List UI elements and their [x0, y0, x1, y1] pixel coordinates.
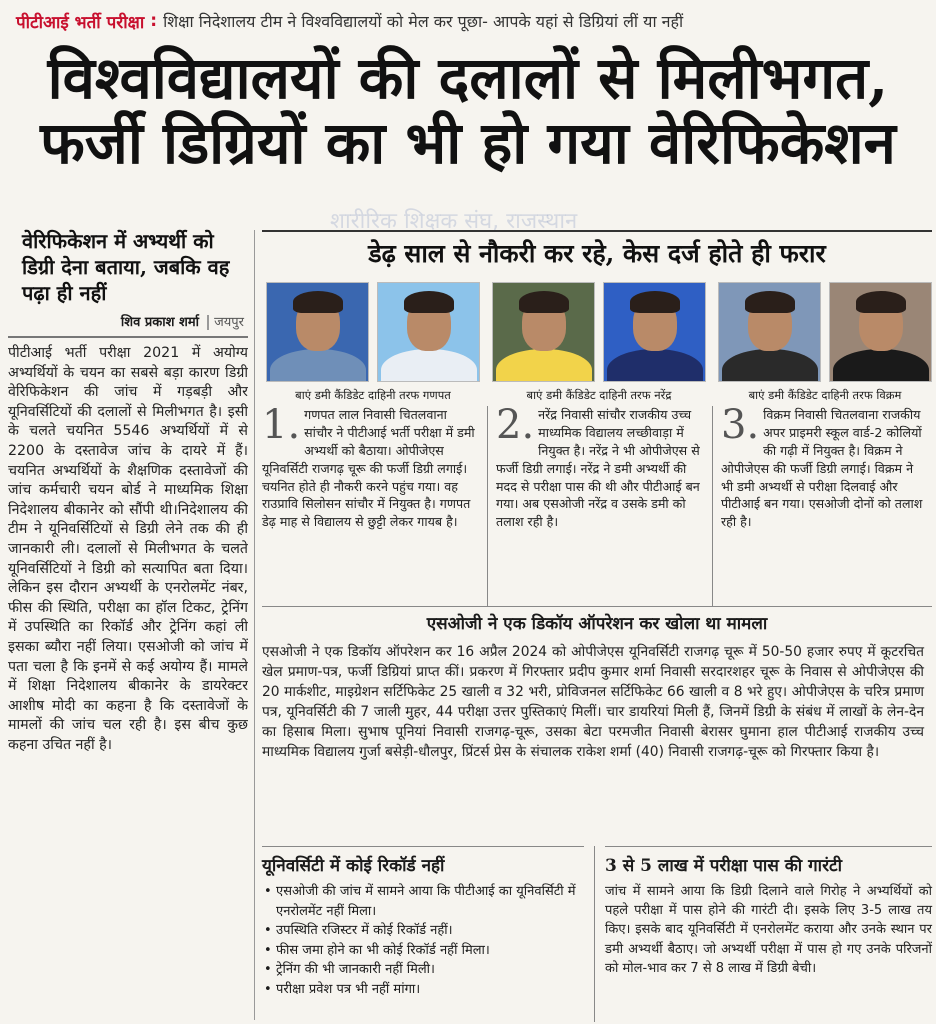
- guarantee-box: [594, 846, 932, 1022]
- list-item: • एसओजी की जांच में सामने आया कि पीटीआई का यूनिवर्सिटी में एनरोलमेंट नहीं मिला।: [262, 882, 584, 921]
- byline: [8, 312, 248, 330]
- list-item: • परीक्षा प्रवेश पत्र भी नहीं मांगा।: [262, 980, 584, 1000]
- portrait-photo: [603, 282, 706, 382]
- portrait-photo: [718, 282, 821, 382]
- byline-author: शिव प्रकाश शर्मा: [120, 315, 199, 330]
- portrait-photo: [492, 282, 595, 382]
- photo-faces: [718, 282, 932, 382]
- photo-caption: बाएं डमी कैंडिडेट दाहिनी तरफ नरेंद्र: [526, 388, 672, 402]
- column-divider: [254, 230, 255, 1020]
- list-item: • उपस्थिति रजिस्टर में कोई रिकॉर्ड नहीं।: [262, 921, 584, 941]
- headline-line-1: विश्वविद्यालयों की दलालों से मिलीभगत,: [47, 44, 889, 112]
- card-number: 2.: [496, 402, 535, 448]
- photo-faces: [492, 282, 706, 382]
- list-item: • ट्रेनिंग की भी जानकारी नहीं मिली।: [262, 960, 584, 980]
- profile-cards: [262, 402, 932, 606]
- sog-section-title: एसओजी ने एक डिकॉय ऑपरेशन कर खोला था मामला: [262, 606, 932, 640]
- profile-card-2: [487, 402, 707, 606]
- profile-card-1: [262, 402, 482, 606]
- portrait-photo: [829, 282, 932, 382]
- card-text: नरेंद्र निवासी सांचौर राजकीय उच्च माध्यमिक विद्यालय लच्छीवाड़ा में नियुक्त है। नरेंद्र ने भी ओपीजेएस से फर्जी डिग्री लगाई। नरेंद्र ने डमी अभ्यर्थी की मदद से परीक्षा पास की थी और पीटीआई बन गया। अब एसओजी नरेंद्र व उसके डमी को तलाश रही है।: [496, 407, 700, 530]
- photo-caption: बाएं डमी कैंडिडेट दाहिनी तरफ गणपत: [295, 388, 451, 402]
- watermark-text: शारीरिक शिक्षक संघ, राजस्थान: [330, 209, 578, 234]
- no-record-list: [262, 882, 584, 999]
- left-body-text: पीटीआई भर्ती परीक्षा 2021 में अयोग्य अभ्यर्थियों के चयन का सबसे बड़ा कारण डिग्री वेरिफिकेशन की जांच में गड़बड़ी और यूनिवर्सिटियों की दलालों से मिलीभगत है। इसी के चलते चयनित 5546 अभ्यर्थियों में से 2200 के दस्तावेज जांच के दायरे में हैं। चयनित अभ्यर्थियों के शैक्षणिक दस्तावेजों की जांच कर्मचारी चयन बोर्ड ने माध्यमिक शिक्षा निदेशालय बीकानेर को सौंपी थी।निदेशालय की टीम ने यूनिवर्सिटियों से डिग्री लेने तक की ही जानकारी ली। दलालों से मिलीभगत के चलते यूनिवर्सिटियों ने डिग्री को सत्यापित बता दिया। लेकिन इस दौरान अभ्यर्थी के एनरोलमेंट नंबर, फीस की स्थिति, परीक्षा का हॉल टिकट, ट्रेनिंग में उपस्थिति का रिकॉर्ड और ट्रेनिंग कहां ली इसका ब्यौरा नहीं लिया। एसओजी को जांच में पता चला है कि इनमें से कई अयोग्य हैं। मामले में शिक्षा निदेशालय बीकानेर के डायरेक्टर आशीष मोदी का कहना है कि दस्तावेजों के मामलों की जांच चल रही है। इस बीच कुछ कहना उचित नहीं है।: [8, 345, 248, 753]
- top-bar: [0, 0, 936, 42]
- photo-faces: [266, 282, 480, 382]
- left-deck: वेरिफिकेशन में अभ्यर्थी को डिग्री देना बताया, जबकि वह पढ़ा ही नहीं: [22, 229, 230, 305]
- main-headline: [10, 46, 926, 176]
- card-text: विक्रम निवासी चितलवाना राजकीय अपर प्राइमरी स्कूल वार्ड-2 कोलियों की गढ़ी में नियुक्त है। विक्रम ने ओपीजेएस की फर्जी डिग्री लगाई। विक्रम ने भी डमी अभ्यर्थी से परीक्षा दिलवाई और पीटीआई बन गया। एसओजी दोनों को तलाश रही है।: [721, 407, 923, 530]
- photo-caption: बाएं डमी कैंडिडेट दाहिनी तरफ विक्रम: [748, 388, 902, 402]
- headline-line-2: फर्जी डिग्रियों का भी हो गया वेरिफिकेशन: [40, 108, 896, 177]
- card-number: 3.: [721, 402, 760, 448]
- byline-rule: [8, 336, 248, 338]
- list-item: • फीस जमा होने का भी कोई रिकॉर्ड नहीं मिला।: [262, 941, 584, 961]
- profile-card-3: [712, 402, 932, 606]
- card-number: 1.: [262, 402, 301, 448]
- sog-section-body: एसओजी ने एक डिकॉय ऑपरेशन कर 16 अप्रैल 2024 को ओपीजेएस यूनिवर्सिटी राजगढ़ चूरू में 50-50 हजार रुपए में कूटरचित खेल प्रमाण-पत्र, फर्जी डिग्रियां प्राप्त कीं। प्रकरण में गिरफ्तार प्रदीप कुमार शर्मा निवासी सरदारशहर चूरू के निवास से ओपीजेएस की 20 मार्कशीट, माइग्रेशन सर्टिफिकेट 25 खाली व 32 भरी, प्रोविजनल सर्टिफिकेट 66 खाली व 8 भरे हुए। ओपीजेएस के चरित्र प्रमाण पत्र, यूनिवर्सिटी की 7 जाली मुहर, 44 परीक्षा उत्तर पुस्तिकाएं मिलीं। चार डायरियां मिली हैं, जिनमें डिग्री के संबंध में लाखों के लेन-देन का हिसाब मिला। सुभाष पूनियां निवासी राजगढ़-चूरू, उसका बेटा परमजीत निवासी बेरासर घुमाना हाल पीटीआई राजकीय उच्च माध्यमिक विद्यालय गुर्जा बसेड़ी-धौलपुर, प्रिंटर्स प्रेस के संचालक राकेश शर्मा (40) निवासी राजगढ़-चूरू को गिरफ्तार किया है।: [262, 644, 924, 760]
- section-kicker: पीटीआई भर्ती परीक्षा: [16, 12, 145, 33]
- byline-place: जयपुर: [207, 315, 244, 330]
- no-record-box: [262, 846, 584, 1022]
- subhead: डेढ़ साल से नौकरी कर रहे, केस दर्ज होते ही फरार: [262, 230, 932, 274]
- no-record-title: यूनिवर्सिटी में कोई रिकॉर्ड नहीं: [262, 846, 584, 876]
- strap-line: शिक्षा निदेशालय टीम ने विश्वविद्यालयों को मेल कर पूछा- आपके यहां से डिग्रियां लीं या नहीं: [163, 12, 684, 31]
- kicker-separator: :: [150, 11, 158, 31]
- portrait-photo: [266, 282, 369, 382]
- portrait-photo: [377, 282, 480, 382]
- guarantee-title: 3 से 5 लाख में परीक्षा पास की गारंटी: [605, 846, 932, 876]
- card-text: गणपत लाल निवासी चितलवाना सांचौर ने पीटीआई भर्ती परीक्षा में डमी अभ्यर्थी को बैठाया। ओपीजेएस यूनिवर्सिटी राजगढ़ चूरू की फर्जी डिग्री लगाई। चयनित होते ही नौकरी करने पहुंच गया। वह राउप्रावि सिलोसन सांचौर में नियुक्त है। गणपत डेढ़ माह से विद्यालय से छुट्टी लेकर गायब है।: [262, 407, 475, 530]
- left-column: [8, 228, 248, 1024]
- right-column: [262, 230, 932, 1024]
- guarantee-text: जांच में सामने आया कि डिग्री दिलाने वाले गिरोह ने अभ्यर्थियों को पहले परीक्षा में पास होने की गारंटी दी। इसके लिए 3-5 लाख तय किए। इसके बाद यूनिवर्सिटी में एनरोलमेंट कराया और उनके स्थान पर डमी अभ्यर्थी बैठाए। जो अभ्यर्थी परीक्षा में पास हो गए उनके परिजनों को मोल-भाव कर 7 से 8 लाख में डिग्री बेची।: [605, 884, 932, 976]
